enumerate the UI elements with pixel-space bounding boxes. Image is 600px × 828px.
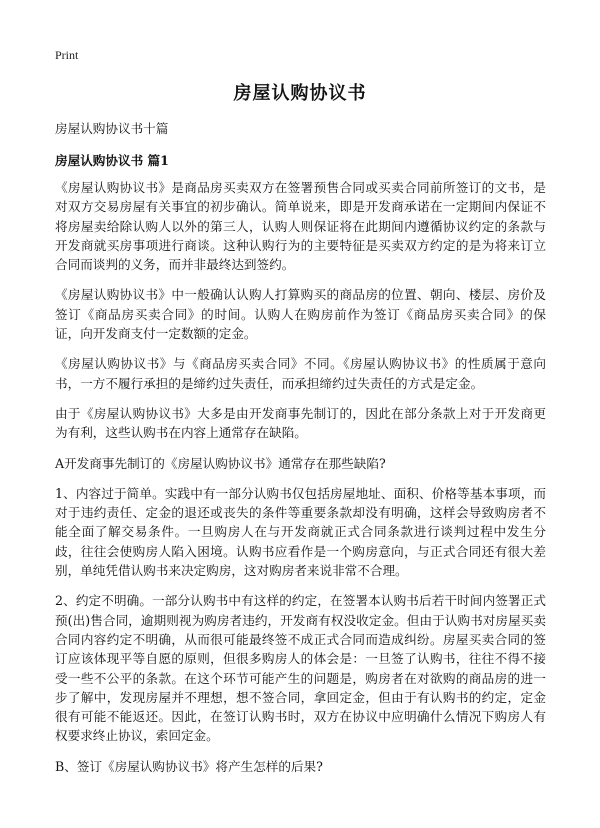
print-label: Print	[55, 48, 79, 62]
section-heading: 房屋认购协议书 篇1	[55, 153, 169, 168]
paragraph-nature: 《房屋认购协议书》与《商品房买卖合同》不同。《房屋认购协议书》的性质属于意向书，一方不履行承担的是缔约过失责任，而承担缔约过失责任的方式是定金。	[55, 356, 546, 391]
paragraph-point-1: 1、内容过于简单。实践中有一部分认购书仅包括房屋地址、面积、价格等基本事项，而对于违约责任、定金的退还或丧失的条件等重要条款却没有明确，这样会导致购房者不能全面了解交易条件。一旦购房人在与开发商就正式合同条款进行谈判过程中发生分歧，往往会使购房人陷入困境。认购书应看作是一个购房意向，与正式合同还有很大差别，单纯凭借认购书来决定购房，这对购房者来说非常不合理。	[55, 485, 546, 579]
paragraph-contents: 《房屋认购协议书》中一般确认认购人打算购买的商品房的位置、朝向、楼层、房价及签订《商品房买卖合同》的时间。认购人在购房前作为签订《商品房买卖合同》的保证，向开发商支付一定数额的定金。	[55, 287, 546, 342]
document-body	[55, 120, 546, 787]
paragraph-definition: 《房屋认购协议书》是商品房买卖双方在签署预售合同或买卖合同前所签订的文书，是对双方交易房屋有关事宜的初步确认。简单说来，即是开发商承诺在一定期间内保证不将房屋卖给除认购人以外的第三人，认购人则保证将在此期间内遵循协议约定的条款与开发商就买房事项进行商谈。这种认购行为的主要特征是买卖双方约定的是为将来订立合同而谈判的义务，而并非最终达到签约。	[55, 180, 546, 273]
question-b: B、签订《房屋认购协议书》将产生怎样的后果?	[55, 758, 323, 774]
question-a: A开发商事先制订的《房屋认购协议书》通常存在那些缺陷?	[55, 455, 386, 471]
paragraph-defects-intro: 由于《房屋认购协议书》大多是由开发商事先制订的，因此在部分条款上对于开发商更为有利，这些认购书在内容上通常存在缺陷。	[55, 405, 546, 441]
document-subtitle: 房屋认购协议书十篇	[55, 121, 169, 136]
paragraph-point-2: 2、约定不明确。一部分认购书中有这样的约定，在签署本认购书后若干时间内签署正式预(出)售合同，逾期则视为购房者违约，开发商有权没收定金。但由于认购书对房屋买卖合同内容约定不明确，从而很可能最终签不成正式合同而造成纠纷。房屋买卖合同的签订应该体现平等自愿的原则，但很多购房人的体会是：一旦签了认购书，往往不得不接受一些不公平的条款。在这个环节可能产生的问题是，购房者在对欲购的商品房的进一步了解中，发现房屋并不理想，想不签合同，拿回定金，但由于有认购书的约定，定金很有可能不能返还。因此，在签订认购书时，双方在协议中应明确什么情况下购房人有权要求终止协议，索回定金。	[55, 593, 546, 744]
page-title: 房屋认购协议书	[233, 83, 367, 104]
